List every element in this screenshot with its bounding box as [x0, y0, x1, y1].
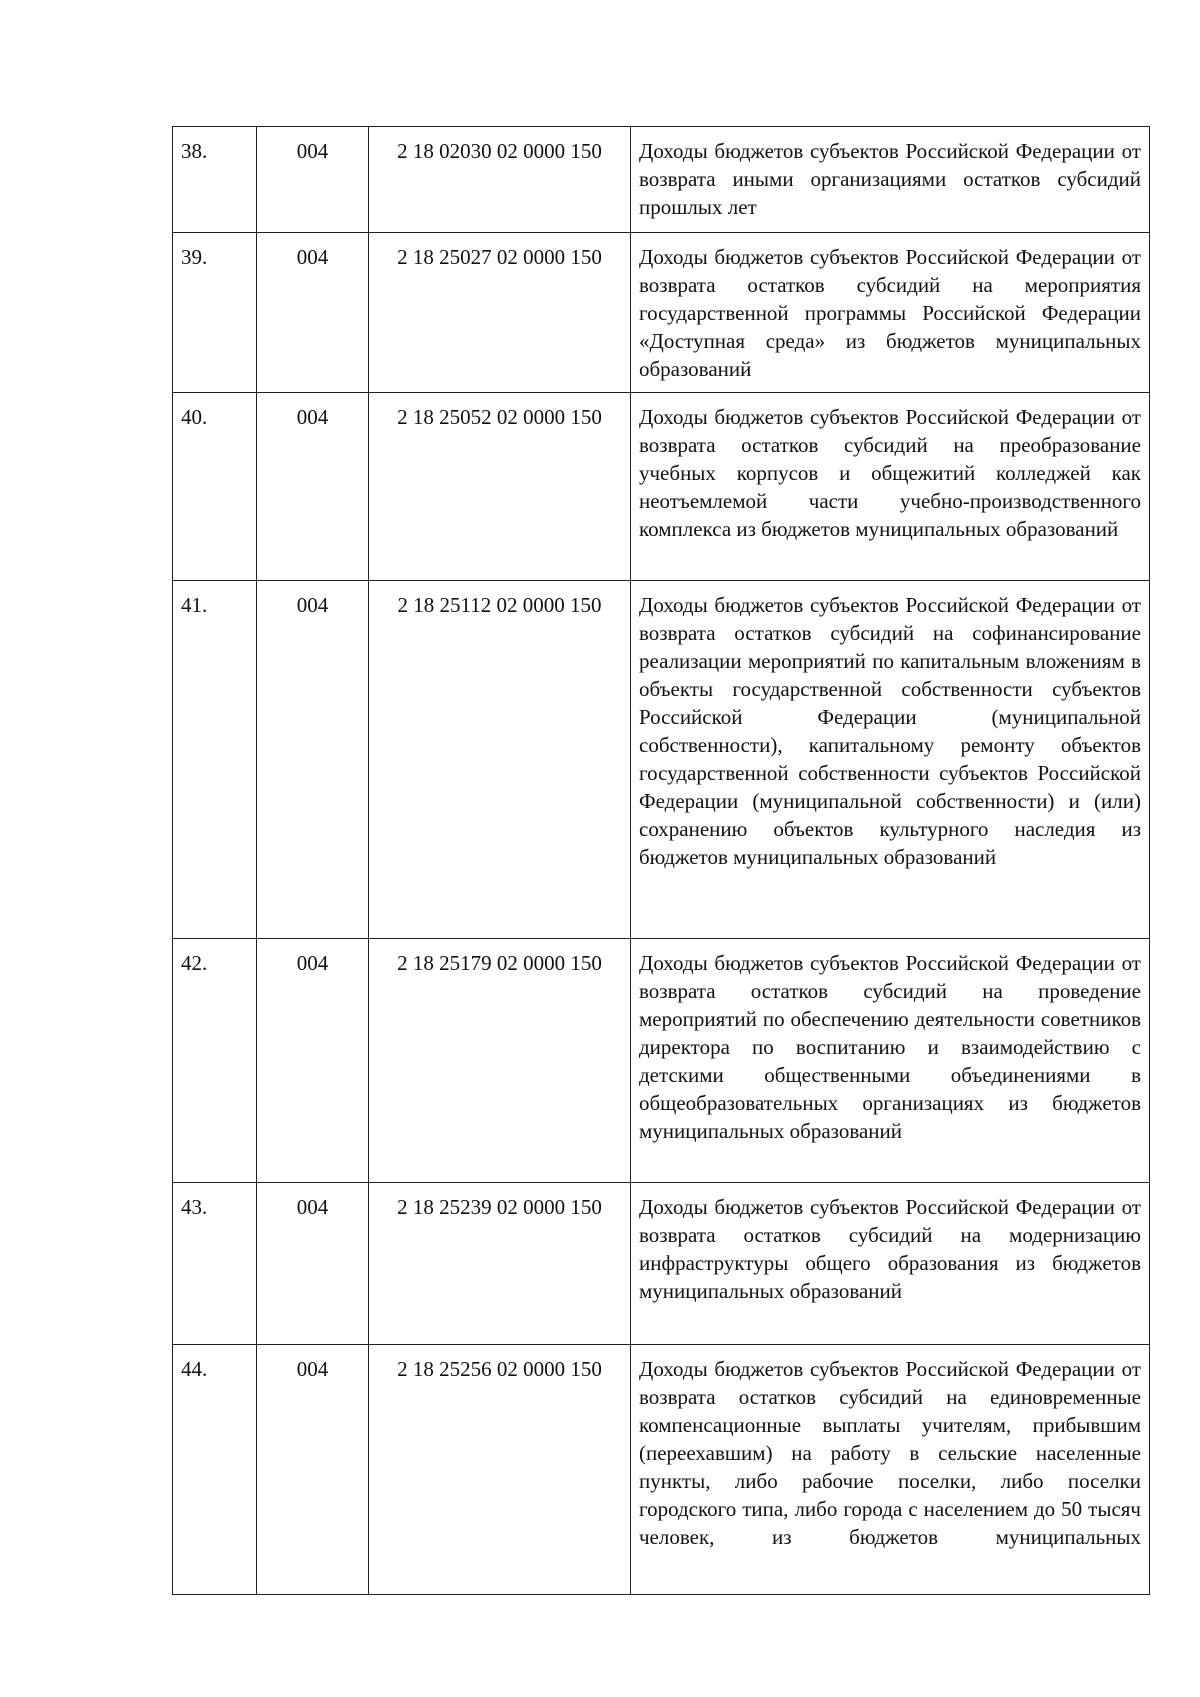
table-row	[173, 1345, 1150, 1595]
administrator-code: 004	[257, 939, 369, 1183]
row-number: 41.	[173, 581, 257, 939]
income-description: Доходы бюджетов субъектов Российской Федерации от возврата остатков субсидий на модернизацию инфраструктуры общего образования из бюджетов муниципальных образований	[631, 1183, 1150, 1345]
budget-classification-code: 2 18 02030 02 0000 150	[369, 127, 631, 233]
table-row	[173, 233, 1150, 393]
administrator-code: 004	[257, 393, 369, 581]
income-description: Доходы бюджетов субъектов Российской Федерации от возврата остатков субсидий на проведение мероприятий по обеспечению деятельности советников директора по воспитанию и взаимодействию с детскими общественными объединениями в общеобразовательных организациях из бюджетов муниципальных образований	[631, 939, 1150, 1183]
row-number: 42.	[173, 939, 257, 1183]
budget-classification-code: 2 18 25052 02 0000 150	[369, 393, 631, 581]
budget-classification-code: 2 18 25112 02 0000 150	[369, 581, 631, 939]
table-row	[173, 581, 1150, 939]
administrator-code: 004	[257, 233, 369, 393]
income-description: Доходы бюджетов субъектов Российской Федерации от возврата остатков субсидий на единовременные компенсационные выплаты учителям, прибывшим (переехавшим) на работу в сельские населенные пункты, либо рабочие поселки, либо поселки городского типа, либо города с населением до 50 тысяч человек, из бюджетов муниципальных	[631, 1345, 1150, 1595]
table-row	[173, 939, 1150, 1183]
row-number: 39.	[173, 233, 257, 393]
table-row	[173, 127, 1150, 233]
budget-income-codes-table	[172, 126, 1150, 1595]
administrator-code: 004	[257, 1183, 369, 1345]
administrator-code: 004	[257, 1345, 369, 1595]
budget-classification-code: 2 18 25179 02 0000 150	[369, 939, 631, 1183]
income-description: Доходы бюджетов субъектов Российской Федерации от возврата остатков субсидий на софинансирование реализации мероприятий по капитальным вложениям в объекты государственной собственности субъектов Российской Федерации (муниципальной собственности), капитальному ремонту объектов государственной собственности субъектов Российской Федерации (муниципальной собственности) и (или) сохранению объектов культурного наследия из бюджетов муниципальных образований	[631, 581, 1150, 939]
income-description: Доходы бюджетов субъектов Российской Федерации от возврата остатков субсидий на мероприятия государственной программы Российской Федерации «Доступная среда» из бюджетов муниципальных образований	[631, 233, 1150, 393]
income-description: Доходы бюджетов субъектов Российской Федерации от возврата иными организациями остатков субсидий прошлых лет	[631, 127, 1150, 233]
table-row	[173, 1183, 1150, 1345]
row-number: 43.	[173, 1183, 257, 1345]
row-number: 44.	[173, 1345, 257, 1595]
budget-classification-code: 2 18 25239 02 0000 150	[369, 1183, 631, 1345]
budget-classification-code: 2 18 25027 02 0000 150	[369, 233, 631, 393]
income-description: Доходы бюджетов субъектов Российской Федерации от возврата остатков субсидий на преобразование учебных корпусов и общежитий колледжей как неотъемлемой части учебно-производственного комплекса из бюджетов муниципальных образований	[631, 393, 1150, 581]
table-row	[173, 393, 1150, 581]
row-number: 40.	[173, 393, 257, 581]
administrator-code: 004	[257, 127, 369, 233]
administrator-code: 004	[257, 581, 369, 939]
budget-classification-code: 2 18 25256 02 0000 150	[369, 1345, 631, 1595]
row-number: 38.	[173, 127, 257, 233]
